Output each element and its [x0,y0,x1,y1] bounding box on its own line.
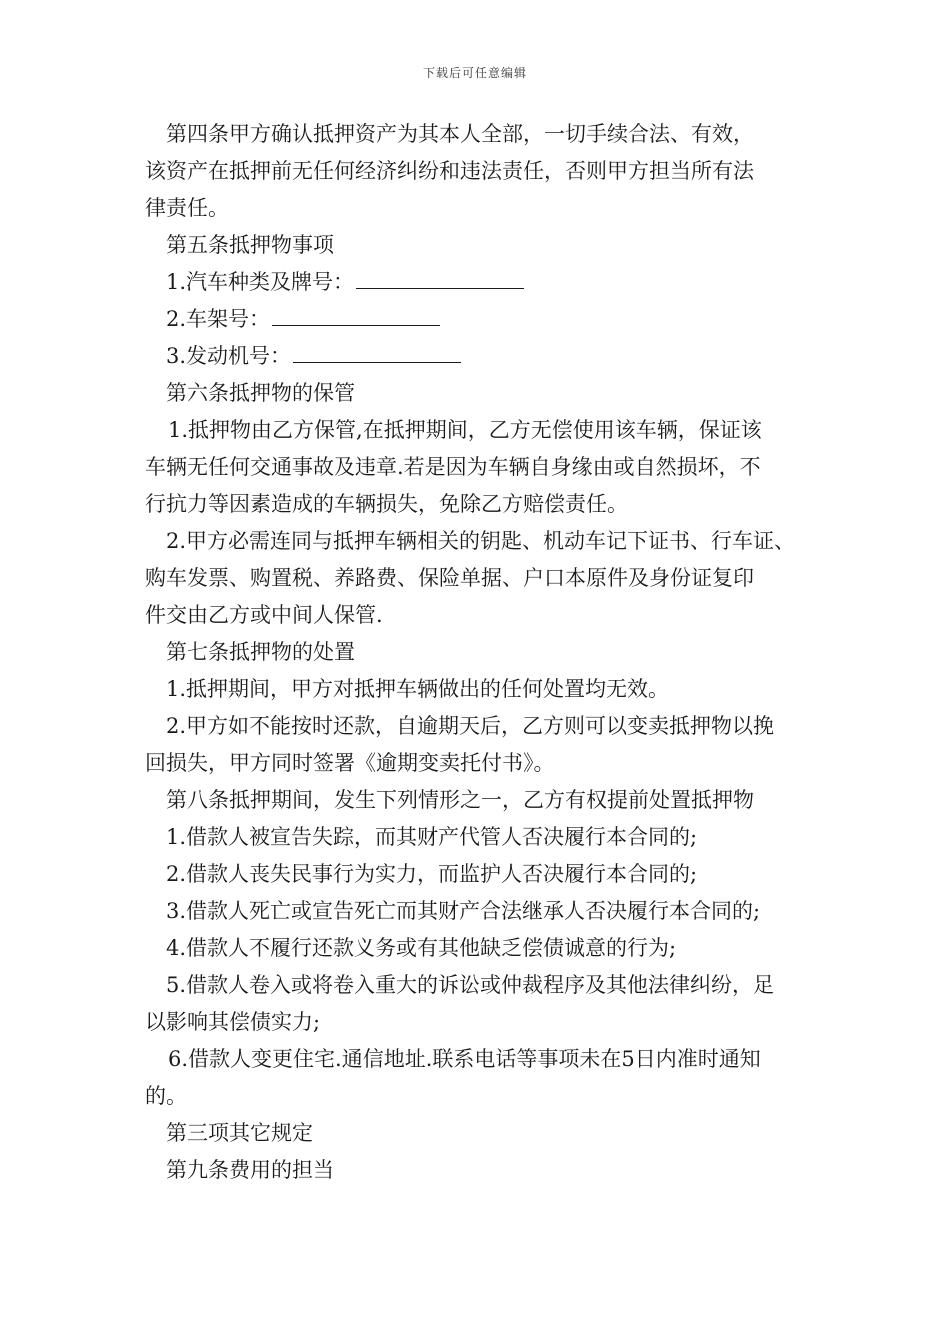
blank-field[interactable] [293,340,461,363]
document-body [145,116,815,1189]
field-label: 1.汽车种类及牌号： [166,270,355,294]
list-item: 1.借款人被宣告失踪，而其财产代管人否决履行本合同的; [166,825,698,849]
text-line: 1.抵押物由乙方保管,在抵押期间，乙方无偿使用该车辆，保证该 [168,418,762,442]
text-line: 车辆无任何交通事故及违章.若是因为车辆自身缘由或自然损坏，不 [145,455,761,479]
form-line-frame-number [145,301,815,338]
text-line: 1.抵押期间，甲方对抵押车辆做出的任何处置均无效。 [166,677,670,701]
field-label: 2.车架号： [166,307,271,331]
text-line: 第四条甲方确认抵押资产为其本人全部，一切手续合法、有效， [166,122,754,146]
text-line: 该资产在抵押前无任何经济纠纷和违法责任，否则甲方担当所有法 [145,159,754,183]
page-header-note: 下载后可任意编辑 [422,66,527,80]
section-heading: 第八条抵押期间，发生下列情形之一，乙方有权提前处置抵押物 [166,788,754,812]
blank-field[interactable] [356,266,524,289]
list-item: 5.借款人卷入或将卷入重大的诉讼或仲裁程序及其他法律纠纷，足 [166,973,775,997]
text-line: 行抗力等因素造成的车辆损失，免除乙方赔偿责任。 [145,492,628,516]
list-item: 4.借款人不履行还款义务或有其他缺乏偿债诚意的行为; [166,936,677,960]
blank-field[interactable] [272,303,440,326]
text-line: 律责任。 [145,196,229,220]
list-item: 3.借款人死亡或宣告死亡而其财产合法继承人否决履行本合同的; [166,899,761,923]
text-line: 2.甲方如不能按时还款，自逾期天后，乙方则可以变卖抵押物以挽 [166,714,775,738]
section-heading: 第六条抵押物的保管 [166,381,355,405]
text-line: 的。 [145,1084,187,1108]
text-line: 以影响其偿债实力; [145,1010,321,1034]
text-line: 回损失，甲方同时签署《逾期变卖托付书》。 [145,751,555,775]
section-heading: 第三项其它规定 [166,1121,313,1145]
form-line-engine-number [145,338,815,375]
list-item: 2.借款人丧失民事行为实力，而监护人否决履行本合同的; [166,862,698,886]
list-item: 6.借款人变更住宅.通信地址.联系电话等事项未在5日内准时通知 [168,1047,761,1071]
section-heading: 第九条费用的担当 [166,1158,334,1182]
text-line: 件交由乙方或中间人保管. [145,603,383,627]
field-label: 3.发动机号： [166,344,292,368]
text-line: 2.甲方必需连同与抵押车辆相关的钥匙、机动车记下证书、行车证、 [166,529,796,553]
section-heading: 第七条抵押物的处置 [166,640,355,664]
form-line-vehicle-type [145,264,815,301]
section-heading: 第五条抵押物事项 [166,233,334,257]
text-line: 购车发票、购置税、养路费、保险单据、户口本原件及身份证复印 [145,566,754,590]
